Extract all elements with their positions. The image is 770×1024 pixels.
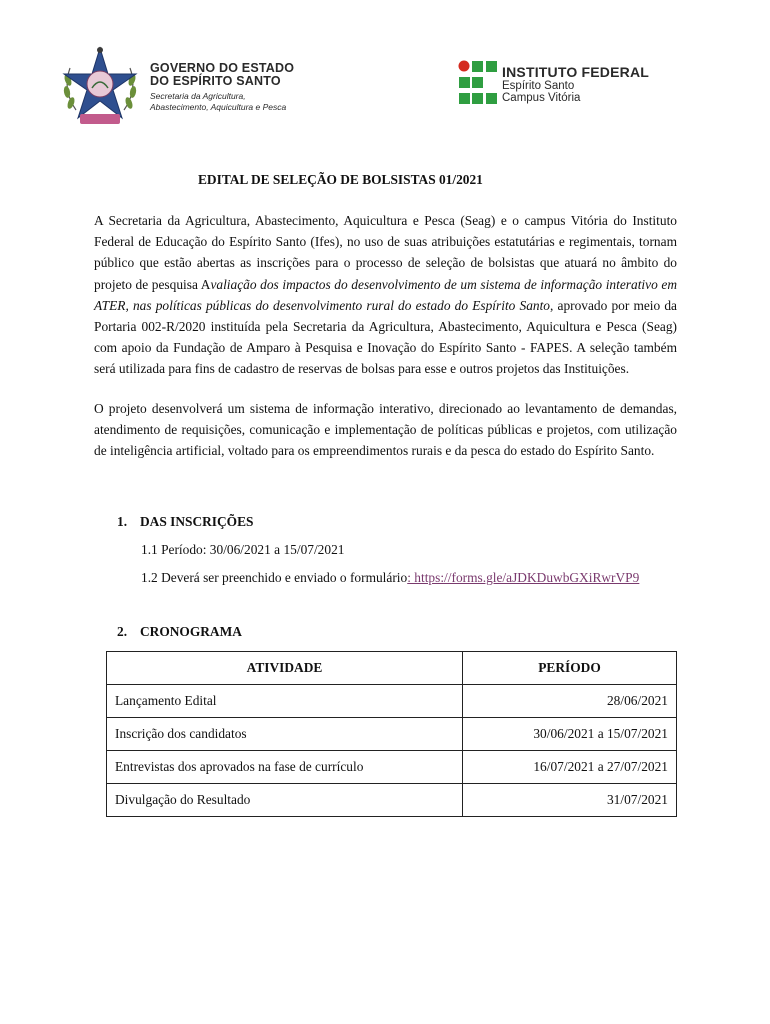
table-row [107,751,677,784]
activity-cell: Divulgação do Resultado [107,784,463,817]
table-row [107,784,677,817]
formulario-text: 1.2 Deverá ser preenchido e enviado o formulário [141,570,408,585]
gov-text [150,62,294,113]
ifes-logo [452,56,667,112]
gov-name-line1: GOVERNO DO ESTADO [150,61,295,75]
table-row [107,718,677,751]
schedule-table [106,651,677,817]
section-number: 1. [117,514,128,529]
ifes-grid-icon [458,60,498,106]
intro-paragraph [94,210,677,380]
secretaria-line2: Abastecimento, Aquicultura e Pesca [150,102,287,112]
ifes-state: Espírito Santo [502,80,575,92]
period-cell: 28/06/2021 [463,685,677,718]
section-title: CRONOGRAMA [140,624,242,639]
intro-text-b: , aprovado por meio da Portaria 002-R/2020 instituída pela Secretaria da Agricultura, Abastecimento, Aquicultura e Pesca (Seag) com apoio da Fundação de Amparo à Pesquisa e Inovação do Espírito Santo - FAPES. A seleção também será utilizada para fins de cadastro de reservas de bolsas para esse e outros projetos das Instituições. [94,297,677,377]
gov-es-logo [56,40,306,132]
ifes-text [502,64,649,104]
intro-text-a: A Secretaria da Agricultura, Abastecimento, Aquicultura e Pesca (Seag) e o campus Vitória do Instituto Federal de Educação do Espírito Santo (Ifes), no uso de suas atribuições estatutárias e regimentais, tornam público que estão abertas as inscrições para o processo de seleção de bolsistas que atuará no âmbito do projeto de pesquisa A [94,213,677,292]
period-cell: 16/07/2021 a 27/07/2021 [463,751,677,784]
section-inscricoes-heading [117,514,253,530]
section-number: 2. [117,624,128,639]
header-periodo: PERÍODO [463,652,677,685]
ifes-campus: Campus Vitória [502,92,581,104]
activity-cell: Lançamento Edital [107,685,463,718]
project-title-italic: valiação dos impactos do desenvolvimento de um sistema de informação interativo em ATER, nas políticas públicas do desenvolvimento rural do estado do Espírito Santo [94,276,677,313]
table-row [107,685,677,718]
periodo-item: 1.1 Período: 30/06/2021 a 15/07/2021 [141,542,345,557]
header-atividade: ATIVIDADE [107,652,463,685]
table-header-row [107,652,677,685]
period-cell: 30/06/2021 a 15/07/2021 [463,718,677,751]
period-cell: 31/07/2021 [463,784,677,817]
gov-name-line2: DO ESPÍRITO SANTO [150,74,281,88]
section-cronograma-heading [117,624,242,640]
state-seal-icon [56,40,144,132]
project-paragraph: O projeto desenvolverá um sistema de informação interativo, direcionado ao levantamento de demandas, atendimento de requisições, comunicação e implementação de políticas públicas e projetos, com utilização de inteligência artificial, voltado para os empreendimentos rurais e da pesca do estado do Espírito Santo. [94,401,677,459]
section-title: DAS INSCRIÇÕES [140,514,254,529]
formulario-item [141,570,639,586]
secretaria-line1: Secretaria da Agricultura, [150,91,246,101]
activity-cell: Entrevistas dos aprovados na fase de currículo [107,751,463,784]
form-link[interactable]: : https://forms.gle/aJDKDuwbGXiRwrVP9 [407,570,640,585]
ifes-title: INSTITUTO FEDERAL [502,64,650,80]
activity-cell: Inscrição dos candidatos [107,718,463,751]
document-title: EDITAL DE SELEÇÃO DE BOLSISTAS 01/2021 [198,172,483,187]
